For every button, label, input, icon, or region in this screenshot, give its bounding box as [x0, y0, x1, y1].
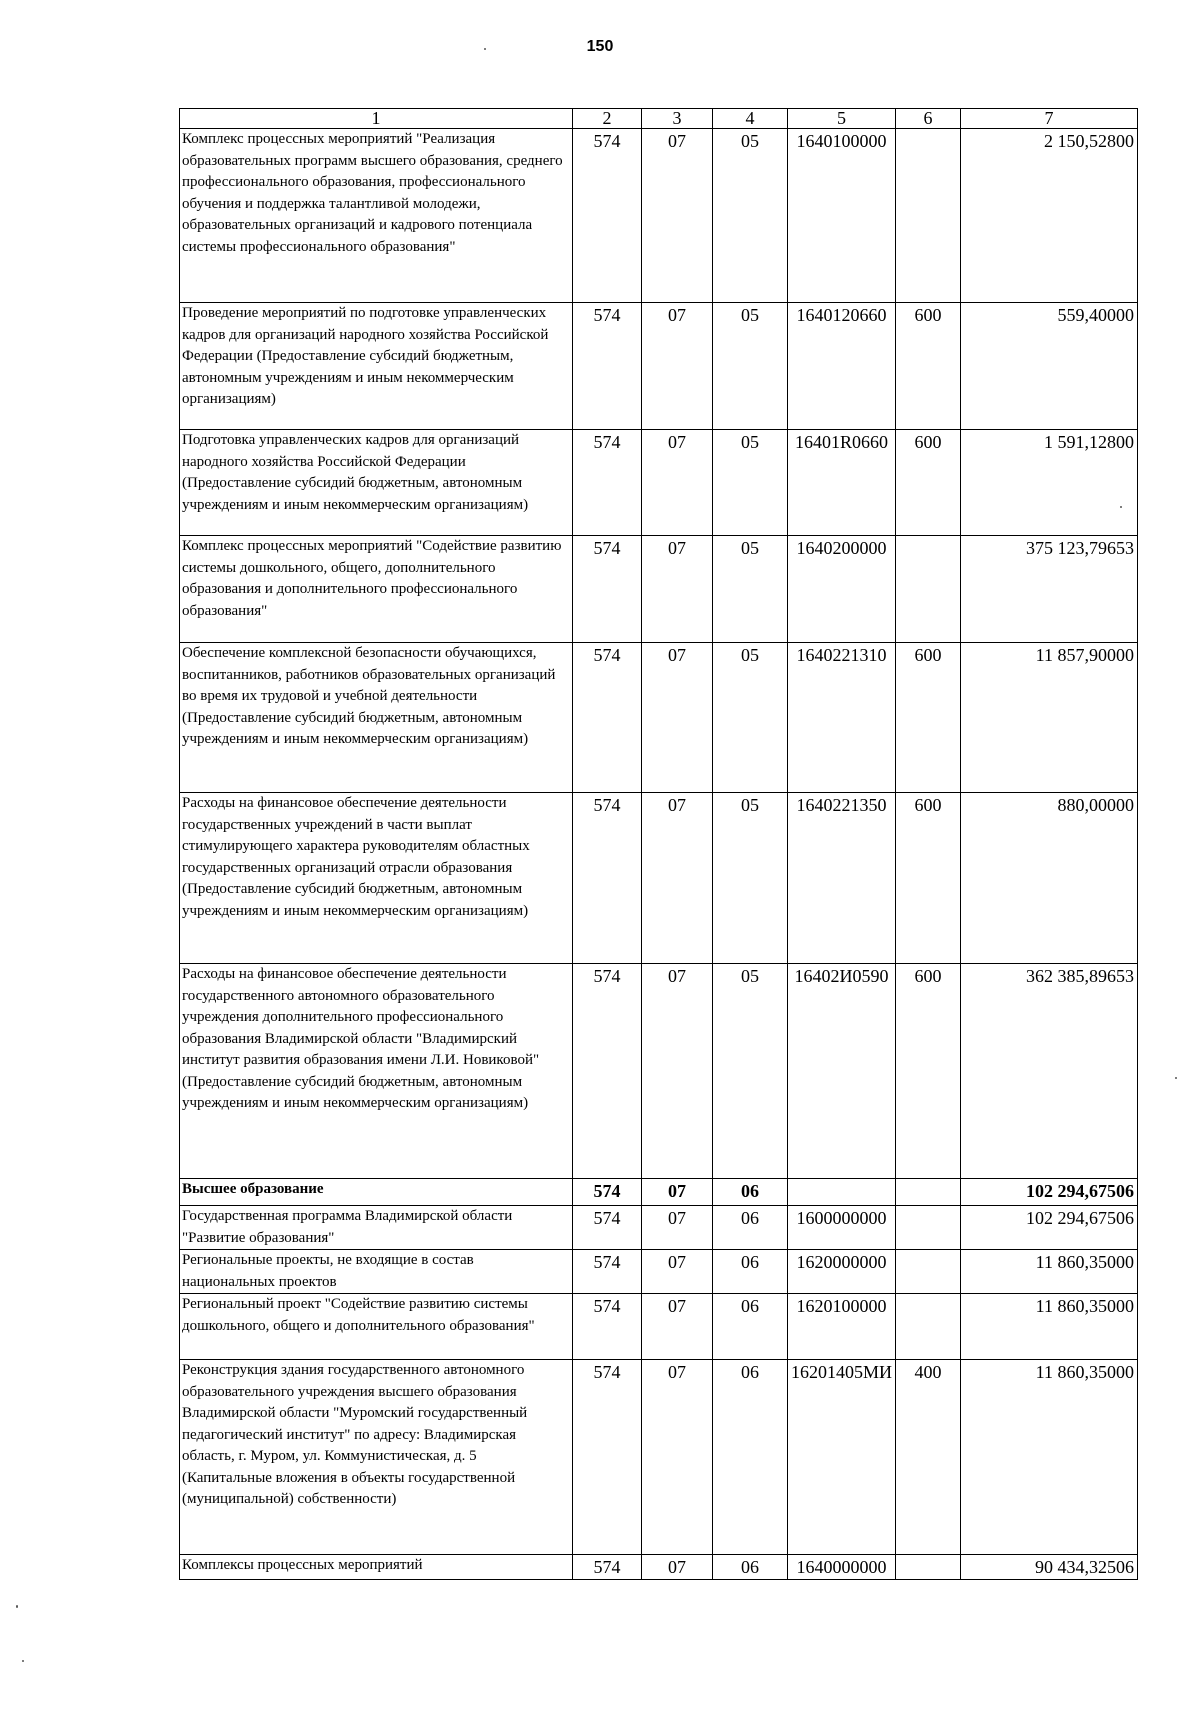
- row-ved: 574: [573, 1294, 642, 1360]
- row-csr: 16402И0590: [788, 964, 896, 1179]
- row-name: Проведение мероприятий по подготовке управленческих кадров для организаций народного хозяйства Российской Федерации (Предоставление субсидий бюджетным, автономным учреждениям и иным некоммерческим организациям): [180, 303, 573, 430]
- header-cell-ved: 2: [573, 109, 642, 129]
- row-csr: 1620100000: [788, 1294, 896, 1360]
- row-vr: [896, 129, 961, 303]
- row-vr: [896, 536, 961, 643]
- row-sum: 880,00000: [961, 793, 1138, 964]
- row-vr: 600: [896, 430, 961, 536]
- row-vr: [896, 1206, 961, 1250]
- table-row: [180, 536, 1138, 643]
- row-sum: 362 385,89653: [961, 964, 1138, 1179]
- row-rz: 07: [642, 793, 713, 964]
- table-row: [180, 964, 1138, 1179]
- row-pr: 06: [713, 1555, 788, 1580]
- row-ved: 574: [573, 1555, 642, 1580]
- row-csr: [788, 1179, 896, 1206]
- row-sum: 11 860,35000: [961, 1360, 1138, 1555]
- row-sum: 11 860,35000: [961, 1294, 1138, 1360]
- row-vr: 600: [896, 303, 961, 430]
- table-row-section: [180, 1179, 1138, 1206]
- row-rz: 07: [642, 643, 713, 793]
- row-ved: 574: [573, 536, 642, 643]
- row-vr: 400: [896, 1360, 961, 1555]
- row-name: Комплекс процессных мероприятий "Содействие развитию системы дошкольного, общего, дополнительного образования и дополнительного профессионального образования": [180, 536, 573, 643]
- table-row: [180, 430, 1138, 536]
- header-cell-name: 1: [180, 109, 573, 129]
- scan-speck: [1120, 506, 1122, 508]
- scan-speck: [16, 1605, 18, 1608]
- row-sum: 90 434,32506: [961, 1555, 1138, 1580]
- row-vr: [896, 1250, 961, 1294]
- row-sum: 11 857,90000: [961, 643, 1138, 793]
- row-vr: [896, 1555, 961, 1580]
- scan-speck: [1175, 1077, 1177, 1079]
- row-sum: 102 294,67506: [961, 1179, 1138, 1206]
- row-rz: 07: [642, 1294, 713, 1360]
- scan-speck: [484, 48, 486, 50]
- row-ved: 574: [573, 793, 642, 964]
- row-name: Региональные проекты, не входящие в состав национальных проектов: [180, 1250, 573, 1294]
- row-ved: 574: [573, 1179, 642, 1206]
- row-name: Расходы на финансовое обеспечение деятельности государственного автономного образовательного учреждения дополнительного профессионального образования Владимирской области "Владимирский институт развития образования имени Л.И. Новиковой" (Предоставление субсидий бюджетным, автономным учреждениям и иным некоммерческим организациям): [180, 964, 573, 1179]
- row-rz: 07: [642, 1250, 713, 1294]
- row-name: Обеспечение комплексной безопасности обучающихся, воспитанников, работников образовательных организаций во время их трудовой и учебной деятельности (Предоставление субсидий бюджетным, автономным учреждениям и иным некоммерческим организациям): [180, 643, 573, 793]
- row-pr: 06: [713, 1250, 788, 1294]
- row-pr: 05: [713, 793, 788, 964]
- table-header-row: [180, 109, 1138, 129]
- row-pr: 05: [713, 536, 788, 643]
- row-pr: 05: [713, 430, 788, 536]
- row-csr: 1640120660: [788, 303, 896, 430]
- row-rz: 07: [642, 1555, 713, 1580]
- row-pr: 05: [713, 129, 788, 303]
- row-name: Комплексы процессных мероприятий: [180, 1555, 573, 1580]
- row-csr: 1640221350: [788, 793, 896, 964]
- row-rz: 07: [642, 1179, 713, 1206]
- row-csr: 16401R0660: [788, 430, 896, 536]
- table-row: [180, 129, 1138, 303]
- row-csr: 1600000000: [788, 1206, 896, 1250]
- row-sum: 2 150,52800: [961, 129, 1138, 303]
- row-sum: 559,40000: [961, 303, 1138, 430]
- row-rz: 07: [642, 536, 713, 643]
- row-csr: 16201405МИ: [788, 1360, 896, 1555]
- row-ved: 574: [573, 643, 642, 793]
- scan-speck: [22, 1660, 24, 1662]
- row-rz: 07: [642, 129, 713, 303]
- row-csr: 1620000000: [788, 1250, 896, 1294]
- table-row: [180, 1360, 1138, 1555]
- row-ved: 574: [573, 129, 642, 303]
- header-cell-sum: 7: [961, 109, 1138, 129]
- row-name: Расходы на финансовое обеспечение деятельности государственных учреждений в части выплат стимулирующего характера руководителям областных государственных организаций отрасли образования (Предоставление субсидий бюджетным, автономным учреждениям и иным некоммерческим организациям): [180, 793, 573, 964]
- row-ved: 574: [573, 964, 642, 1179]
- row-sum: 11 860,35000: [961, 1250, 1138, 1294]
- row-vr: 600: [896, 793, 961, 964]
- row-sum: 375 123,79653: [961, 536, 1138, 643]
- table-row: [180, 793, 1138, 964]
- row-pr: 06: [713, 1294, 788, 1360]
- row-rz: 07: [642, 1206, 713, 1250]
- row-rz: 07: [642, 303, 713, 430]
- row-rz: 07: [642, 1360, 713, 1555]
- row-vr: [896, 1179, 961, 1206]
- row-pr: 06: [713, 1206, 788, 1250]
- row-ved: 574: [573, 303, 642, 430]
- header-cell-vr: 6: [896, 109, 961, 129]
- row-pr: 05: [713, 643, 788, 793]
- row-csr: 1640000000: [788, 1555, 896, 1580]
- row-csr: 1640221310: [788, 643, 896, 793]
- table-row: [180, 1555, 1138, 1580]
- page-number: 150: [586, 38, 614, 55]
- row-vr: 600: [896, 964, 961, 1179]
- row-csr: 1640100000: [788, 129, 896, 303]
- header-cell-pr: 4: [713, 109, 788, 129]
- table-row: [180, 1250, 1138, 1294]
- row-pr: 06: [713, 1360, 788, 1555]
- table-row: [180, 643, 1138, 793]
- header-cell-csr: 5: [788, 109, 896, 129]
- table-row: [180, 1206, 1138, 1250]
- row-rz: 07: [642, 430, 713, 536]
- table-row: [180, 303, 1138, 430]
- row-vr: 600: [896, 643, 961, 793]
- row-pr: 05: [713, 964, 788, 1179]
- row-pr: 05: [713, 303, 788, 430]
- row-ved: 574: [573, 430, 642, 536]
- row-ved: 574: [573, 1360, 642, 1555]
- row-name: Высшее образование: [180, 1179, 573, 1206]
- row-name: Подготовка управленческих кадров для организаций народного хозяйства Российской Федерации (Предоставление субсидий бюджетным, автономным учреждениям и иным некоммерческим организациям): [180, 430, 573, 536]
- row-name: Государственная программа Владимирской области "Развитие образования": [180, 1206, 573, 1250]
- row-ved: 574: [573, 1250, 642, 1294]
- row-ved: 574: [573, 1206, 642, 1250]
- table-row: [180, 1294, 1138, 1360]
- row-sum: 102 294,67506: [961, 1206, 1138, 1250]
- row-pr: 06: [713, 1179, 788, 1206]
- row-csr: 1640200000: [788, 536, 896, 643]
- row-rz: 07: [642, 964, 713, 1179]
- row-name: Реконструкция здания государственного автономного образовательного учреждения высшего образования Владимирской области "Муромский государственный педагогический институт" по адресу: Владимирская область, г. Муром, ул. Коммунистическая, д. 5 (Капитальные вложения в объекты государственной (муниципальной) собственности): [180, 1360, 573, 1555]
- row-name: Комплекс процессных мероприятий "Реализация образовательных программ высшего образования, среднего профессионального образования, профессионального обучения и поддержка талантливой молодежи, образовательных организаций и кадрового потенциала системы профессионального образования": [180, 129, 573, 303]
- row-sum: 1 591,12800: [961, 430, 1138, 536]
- row-vr: [896, 1294, 961, 1360]
- row-name: Региональный проект "Содействие развитию системы дошкольного, общего и дополнительного образования": [180, 1294, 573, 1360]
- budget-table: [179, 108, 1138, 1580]
- header-cell-rz: 3: [642, 109, 713, 129]
